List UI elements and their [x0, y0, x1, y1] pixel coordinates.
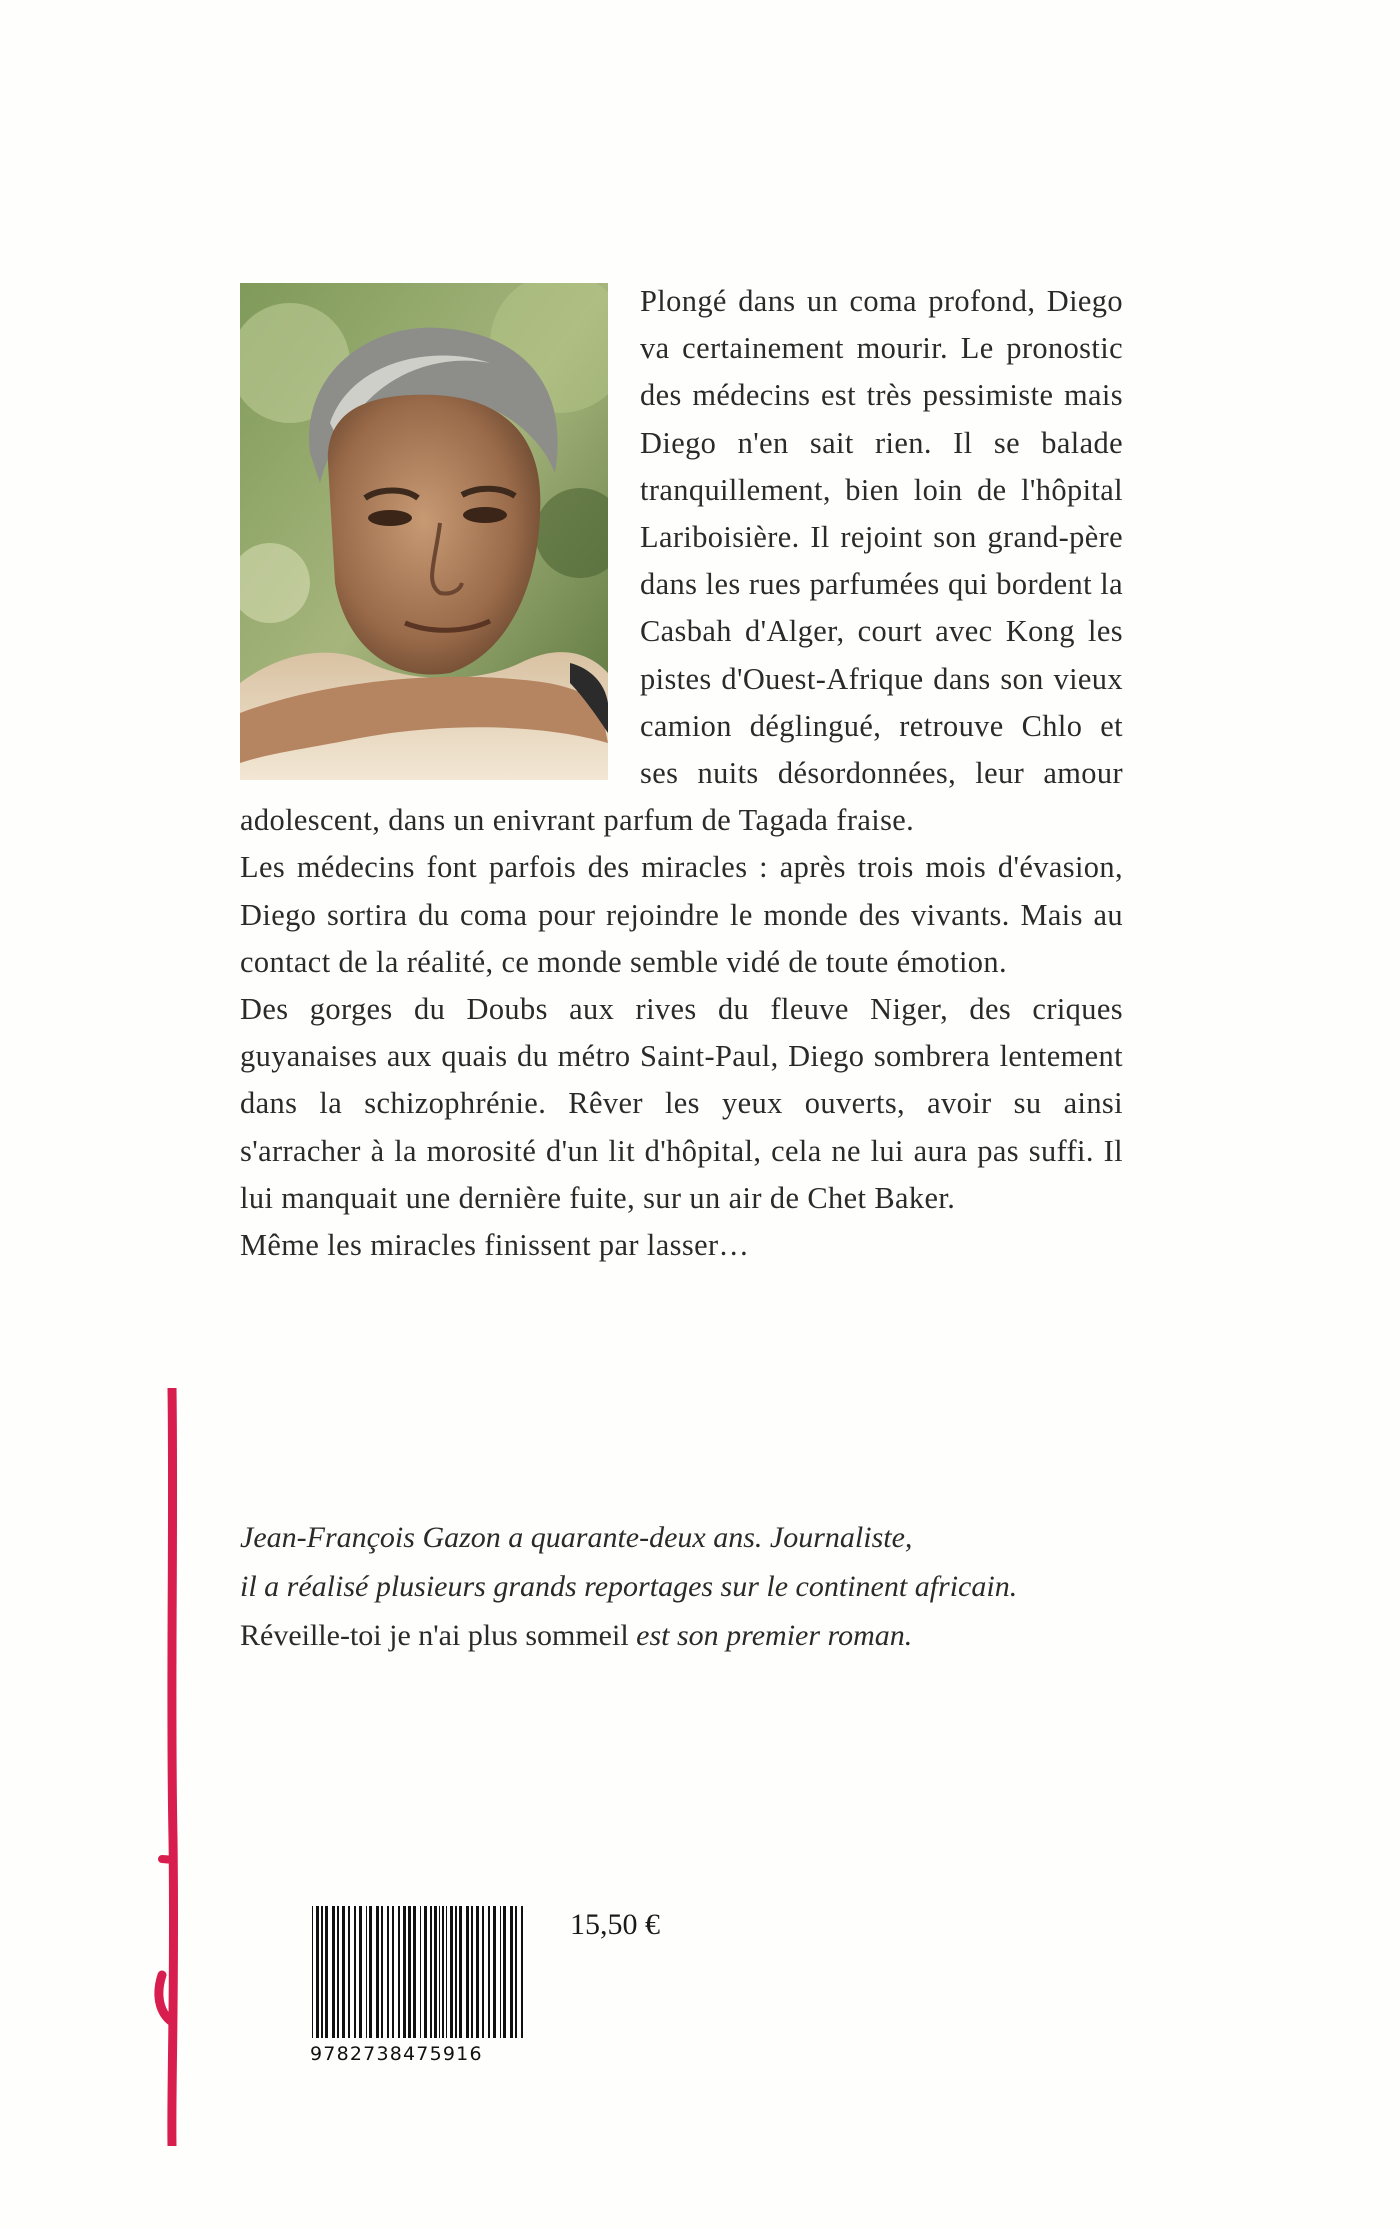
barcode-bar — [342, 1906, 345, 2038]
barcode-bar — [476, 1906, 479, 2038]
barcode-bar — [321, 1906, 323, 2038]
barcode-bar — [430, 1906, 432, 2038]
book-title-suffix: est son premier roman. — [628, 1619, 913, 1652]
book-title: Réveille-toi je n'ai plus sommeil — [240, 1619, 629, 1652]
author-bio-line-3 — [240, 1611, 1140, 1660]
barcode-bar — [439, 1906, 440, 2038]
barcode-bar — [493, 1906, 496, 2038]
barcode-bar — [442, 1906, 444, 2038]
isbn-number: 9782738475916 — [310, 2043, 483, 2065]
author-bio-line-1: Jean-François Gazon a quarante-deux ans. Journaliste, — [240, 1521, 913, 1554]
barcode-bar — [369, 1906, 372, 2038]
barcode-bar — [424, 1906, 427, 2038]
author-bio-line-2: il a réalisé plusieurs grands reportages sur le continent africain. — [240, 1570, 1018, 1603]
barcode-bar — [376, 1906, 379, 2038]
barcode-bar — [398, 1906, 400, 2038]
barcode-bar — [354, 1906, 356, 2038]
barcode-bar — [381, 1906, 383, 2038]
summary-paragraph-1: Plongé dans un coma profond, Diego va certainement mourir. Le pronostic des médecins est très pessimiste mais Diego n'en sait rien. Il se balade tranquillement, bien loin de l'hôpital Lariboisière. Il rejoint son grand-père dans les rues parfumées qui bordent la Casbah d'Alger, court avec Kong les pistes d'Ouest-Afrique dans son vieux camion déglingué, retrouve Chlo et ses nuits désordonnées, leur amour adolescent, dans un enivrant parfum de Tagada fraise. — [240, 284, 1123, 838]
barcode-bar — [450, 1906, 453, 2038]
barcode-bar — [366, 1906, 367, 2038]
barcode-bar — [466, 1906, 469, 2038]
summary-paragraph-3: Des gorges du Doubs aux rives du fleuve Niger, des criques guyanaises aux quais du métro Saint-Paul, Diego sombrera lentement dans la schizophrénie. Rêver les yeux ouverts, avoir su ainsi s'arracher à la morosité d'un lit d'hôpital, cela ne lui aura pas suffi. Il lui manquait une dernière fuite, sur un air de Chet Baker. — [240, 992, 1123, 1215]
barcode-bar — [332, 1906, 335, 2038]
barcode-bar — [488, 1906, 490, 2038]
price-label: 15,50 € — [570, 1908, 660, 1941]
publisher-logo — [60, 1610, 170, 2040]
barcode-bar — [503, 1906, 506, 2038]
barcode-bar — [420, 1906, 421, 2038]
barcode-bar — [408, 1906, 411, 2038]
barcode-bar — [500, 1906, 501, 2038]
author-bio — [240, 1513, 1140, 1660]
barcode-bar — [325, 1906, 328, 2038]
barcode-bar — [403, 1906, 406, 2038]
isbn-barcode — [310, 1906, 526, 2038]
barcode-bar — [337, 1906, 339, 2038]
barcode-bar — [455, 1906, 457, 2038]
book-summary — [240, 278, 1123, 1269]
barcode-bar — [359, 1906, 362, 2038]
barcode-bar — [482, 1906, 484, 2038]
barcode-bar — [316, 1906, 319, 2038]
barcode-bar — [521, 1906, 523, 2038]
photo-spacer — [240, 278, 640, 790]
summary-paragraph-2: Les médecins font parfois des miracles : après trois mois d'évasion, Diego sortira du coma pour rejoindre le monde des vivants. Mais au contact de la réalité, ce monde semble vidé de toute émotion. — [240, 850, 1123, 979]
barcode-bar — [510, 1906, 513, 2038]
summary-paragraph-4: Même les miracles finissent par lasser… — [240, 1228, 750, 1263]
barcode-bar — [413, 1906, 416, 2038]
barcode-bar — [446, 1906, 447, 2038]
barcode-bar — [471, 1906, 473, 2038]
barcode-bar — [312, 1906, 313, 2038]
barcode-bar — [387, 1906, 389, 2038]
barcode-bar — [392, 1906, 394, 2038]
barcode-bar — [515, 1906, 517, 2038]
barcode-bar — [348, 1906, 350, 2038]
barcode-bar — [459, 1906, 462, 2038]
barcode-bar — [434, 1906, 437, 2038]
